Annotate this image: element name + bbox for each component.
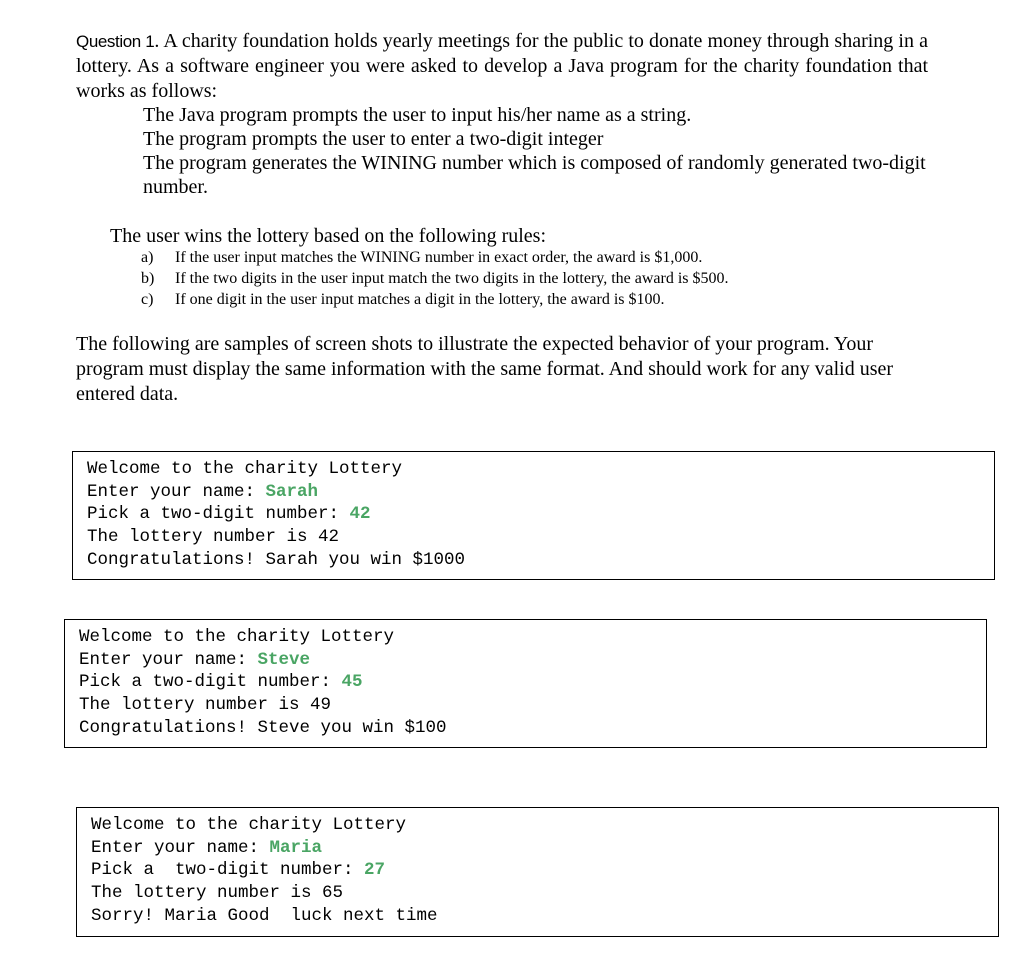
pick-prompt: Pick a two-digit number: — [91, 860, 365, 881]
rule-text: If one digit in the user input matches a digit in the lottery, the award is $100. — [175, 291, 665, 308]
console-pick-line — [91, 859, 998, 882]
console-pick-line — [79, 671, 986, 694]
user-number-input: 42 — [349, 504, 371, 525]
rule-text: If the user input matches the WINING number in exact order, the award is $1,000. — [175, 249, 703, 266]
console-name-line — [91, 837, 998, 860]
console-welcome: Welcome to the charity Lottery — [79, 627, 395, 647]
question-text: . A charity foundation holds yearly meetings for the public to donate money through sharing in a lottery. As a software engineer you were asked to develop a Java program for the charity foundation that works as follows: — [76, 30, 928, 102]
console-name-line — [87, 481, 994, 504]
step-3: The program generates the WINING number which is composed of randomly generated two-digit number. — [143, 152, 926, 198]
console-welcome: Welcome to the charity Lottery — [87, 459, 403, 479]
pick-prompt: Pick a two-digit number: — [79, 672, 342, 693]
user-number-input: 27 — [364, 860, 386, 881]
user-name-input: Steve — [257, 649, 311, 670]
rules-intro: The user wins the lottery based on the following rules: — [110, 225, 547, 247]
console-lottery-line: The lottery number is 49 — [79, 695, 332, 716]
console-pick-line — [87, 503, 994, 526]
question-paragraph — [76, 29, 928, 104]
console-result-line: Sorry! Maria Good luck next time — [91, 905, 438, 926]
rule-letter: c) — [141, 291, 154, 308]
name-prompt: Enter your name: — [79, 649, 258, 670]
console-result-line: Congratulations! Sarah you win $1000 — [87, 549, 466, 570]
user-name-input: Maria — [269, 837, 323, 858]
step-1: The Java program prompts the user to input his/her name as a string. — [143, 104, 692, 126]
rule-text: If the two digits in the user input match the two digits in the lottery, the award is $500. — [175, 270, 729, 287]
name-prompt: Enter your name: — [91, 837, 270, 858]
step-2: The program prompts the user to enter a two-digit integer — [143, 128, 604, 150]
console-sample-1 — [72, 451, 995, 580]
console-sample-2 — [64, 619, 987, 748]
rule-letter: a) — [141, 249, 154, 266]
name-prompt: Enter your name: — [87, 481, 266, 502]
console-lottery-line: The lottery number is 65 — [91, 883, 344, 904]
console-welcome: Welcome to the charity Lottery — [91, 815, 407, 835]
console-result-line: Congratulations! Steve you win $100 — [79, 717, 447, 738]
pick-prompt: Pick a two-digit number: — [87, 504, 350, 525]
user-number-input: 45 — [341, 672, 363, 693]
samples-intro: The following are samples of screen shots to illustrate the expected behavior of your program. Your program must display the same information with the same format. And should work for any valid user entered data. — [76, 333, 894, 405]
console-name-line — [79, 649, 986, 672]
user-name-input: Sarah — [265, 481, 319, 502]
console-lottery-line: The lottery number is 42 — [87, 527, 340, 548]
console-sample-3 — [76, 807, 999, 937]
question-label: Question 1 — [76, 32, 155, 51]
rule-letter: b) — [141, 270, 155, 287]
